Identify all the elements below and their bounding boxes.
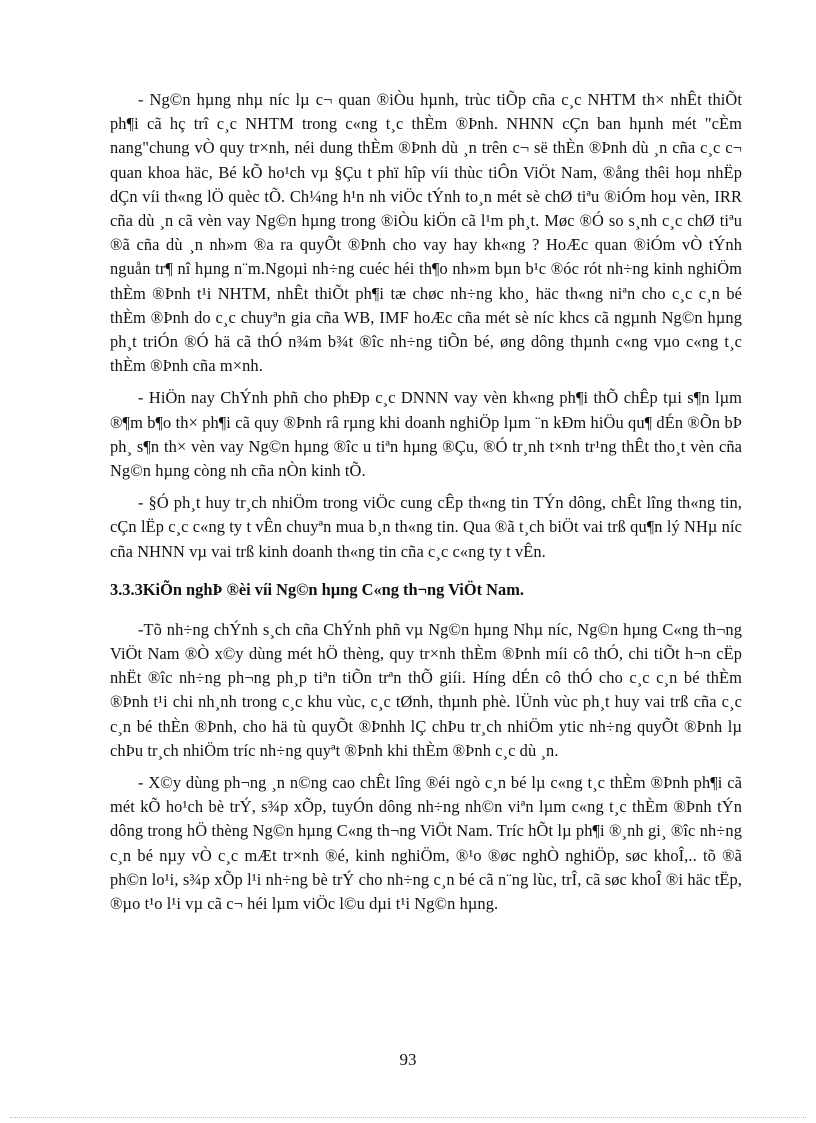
document-page (110, 88, 742, 924)
paragraph-staff-quality: - X©y dùng ph¬ng ¸n n©ng cao chÊt lîng ®éi ngò c¸n bé lµ c«ng t¸c thÈm ®Þnh ph¶i cã mét kÕ ho¹ch bè trÝ, s¾p xÕp, tuyÓn dông nh÷ng nh©n viªn lµm c«ng t¸c thÈm ®Þnh tÝn dông trong hÖ thèng Ng©n hµng C«ng th¬ng ViÖt Nam. Tríc hÕt lµ ph¶i ®¸nh gi¸ ®îc nh÷ng c¸n bé nµy vÒ c¸c mÆt tr×nh ®é, kinh nghiÖm, ®¹o ®øc nghÒ nghiÖp, søc khoÎ,.. tõ ®ã ph©n lo¹i, s¾p xÕp l¹i nh÷ng bè trÝ cho nh÷ng c¸n bé cã n¨ng lùc, trÎ, cã søc khoÎ ®i häc tËp, ®µo t¹o l¹i vµ cã c¬ héi lµm viÖc l©u dµi t¹i Ng©n hµng. (110, 773, 742, 914)
page-number: 93 (399, 1050, 417, 1069)
paragraph-state-bank-support: - Ng©n hµng nhµ níc lµ c¬ quan ®iÒu hµnh, trùc tiÕp cña c¸c NHTM th× nhÊt thiÕt ph¶i cã hç trî c¸c NHTM trong c«ng t¸c thÈm ®Þnh. NHNN cÇn ban hµnh mét "cÈm nang"chung vÒ quy tr×nh, néi dung thÈm ®Þnh dù ¸n trên c¬ së thÈn ®Þnh dù ¸n cña c¸c c¬ quan khoa häc, Bé kÕ ho¹ch vµ §Çu t phï hîp víi thùc tiÔn ViÖt Nam, ®ång thêi hoµ nhËp dÇn víi th«ng lÖ quèc tÕ. Ch¼ng h¹n nh viÖc tÝnh to¸n mét sè chØ tiªu ®iÓm hoµ vèn, IRR cña dù ¸n cã vèn vay Ng©n hµng trong ®iÒu kiÖn cã l¹m ph¸t. Møc ®Ó so s¸nh c¸c chØ tiªu ®ã cña dù ¸n nh»m ®a ra quyÕt ®Þnh cho vay hay kh«ng ? HoÆc quan ®iÓm vÒ tÝnh nguån tr¶ nî hµng n¨m.Ngoµi nh÷ng cuéc héi th¶o nh»m bµn b¹c ®óc rót nh÷ng kinh nghiÖm thÈm ®Þnh t¹i NHTM, nhÊt thiÕt ph¶i tæ chøc nh÷ng kho¸ häc th«ng niªn cho c¸c c¸n bé thÈm ®Þnh do c¸c chuyªn gia cña WB, IMF hoÆc cña mét sè níc khcs cã ngµnh Ng©n hµng ph¸t triÓn ®Ó hä cã thÓ n¾m b¾t ®îc nh÷ng tiÕn bé, øng dông thµnh c«ng vµo c«ng t¸c thÈm ®Þnh cña m×nh. (110, 90, 742, 376)
page-bottom-divider (10, 1117, 806, 1118)
paragraph-soe-loans: - HiÖn nay ChÝnh phñ cho phÐp c¸c DNNN vay vèn kh«ng ph¶i thÕ chÊp tµi s¶n lµm ®¶m b¶o th× ph¶i cã quy ®Þnh râ rµng khi doanh nghiÖp lµm ¨n kÐm hiÖu qu¶ dÉn ®Õn bÞ ph¸ s¶n th× vèn vay Ng©n hµng ®îc u tiªn hµng ®Çu, ®Ó tr¸nh t×nh tr¹ng thÊt tho¸t vèn cña Ng©n hµng còng nh cña nÒn kinh tÕ. (110, 388, 742, 481)
paragraph-appraisal-process: -Tõ nh÷ng chÝnh s¸ch cña ChÝnh phñ vµ Ng©n hµng Nhµ níc, Ng©n hµng C«ng th¬ng ViÖt Nam ®Ò x©y dùng mét hÖ thèng, quy tr×nh thÈm ®Þnh míi cô thÓ, chi tiÕt h¬n cËp nhËt ®îc nh÷ng ph¬ng ph¸p tiªn tiÕn trªn thÕ giíi. Híng dÉn cô thÓ cho c¸c c¸n bé thÈm ®Þnh t¹i chi nh¸nh trong c¸c khu vùc, c¸c tØnh, thµnh phè. lÜnh vùc ph¸t huy vai trß cña c¸c c¸n bé thÈn ®Þnh, cho hä tù quyÕt ®Þnhh lÇ chÞu tr¸ch nhiÖm ytic nh÷ng quyÕt ®Þnh lµ chÞu tr¸ch nhiÖm tríc nh÷ng quyªt ®Þnh khi thÈm ®Þnh c¸c dù ¸n. (110, 619, 742, 760)
section-heading: 3.3.3KiÕn nghÞ ®èi víi Ng©n hµng C«ng th¬ng ViÖt Nam. (110, 579, 524, 599)
paragraph-credit-information: - §Ó ph¸t huy tr¸ch nhiÖm trong viÖc cung cÊp th«ng tin TÝn dông, chÊt lîng th«ng tin, cÇn lËp c¸c c«ng ty t vÊn chuyªn mua b¸n th«ng tin. Qua ®ã t¸ch biÖt vai trß qu¶n lý NHµ níc cña NHNN vµ vai trß kinh doanh th«ng tin cña c¸c c«ng ty t vÊn. (110, 493, 742, 561)
